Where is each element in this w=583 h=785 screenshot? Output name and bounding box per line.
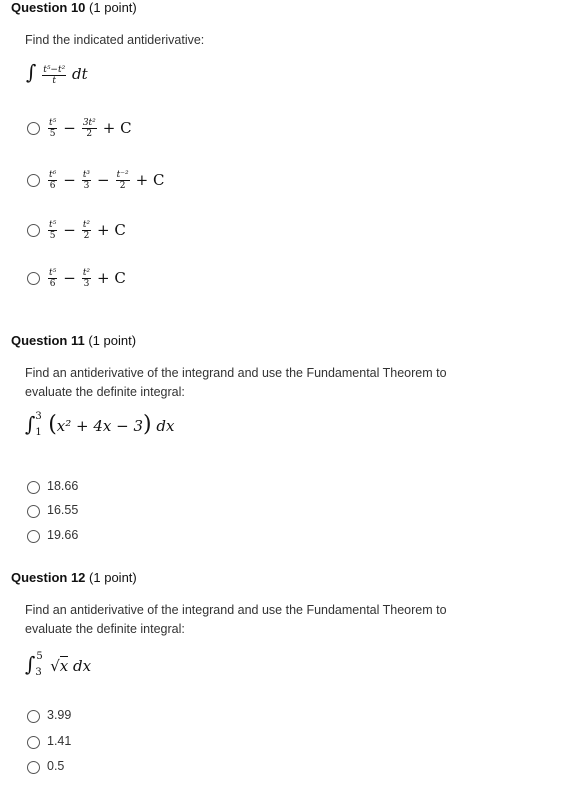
- q11-lower-limit: 1: [35, 427, 42, 438]
- q11-title: [11, 333, 136, 348]
- q11-option-2-radio[interactable]: [27, 505, 40, 518]
- q11-option-3-label[interactable]: 19.66: [47, 528, 79, 542]
- q10-option-1-radio[interactable]: [27, 122, 40, 135]
- q10-option-2-radio[interactable]: [27, 174, 40, 187]
- fraction: [48, 268, 57, 289]
- operator: −: [63, 170, 76, 189]
- q11-differential: dx: [156, 417, 175, 435]
- fraction: [82, 118, 97, 139]
- q10-prompt: Find the indicated antiderivative:: [25, 33, 205, 47]
- q10-option-4-radio[interactable]: [27, 272, 40, 285]
- q10-points: (1 point): [89, 0, 137, 15]
- operator: −: [63, 268, 76, 287]
- q10-integrand-num: t⁵−t²: [43, 64, 66, 75]
- q10-option-4-label[interactable]: [47, 268, 131, 289]
- q12-option-2-label[interactable]: 1.41: [47, 734, 72, 748]
- integral-sign: ∫: [25, 652, 36, 676]
- q12-option-3-radio[interactable]: [27, 761, 40, 774]
- q12-option-1-radio[interactable]: [27, 710, 40, 723]
- operator: + C: [97, 220, 126, 239]
- fraction-denominator: 3: [83, 181, 90, 191]
- operator: −: [63, 220, 76, 239]
- operator: + C: [135, 170, 165, 189]
- fraction: [82, 220, 91, 241]
- fraction-numerator: t⁵: [49, 118, 57, 128]
- q12-differential: dx: [73, 657, 92, 675]
- fraction-denominator: 6: [49, 279, 56, 289]
- q11-option-3-radio[interactable]: [27, 530, 40, 543]
- integral-sign: ∫: [25, 412, 36, 436]
- fraction-numerator: t⁻²: [116, 170, 129, 180]
- q11-integrand: x² + 4x − 3: [56, 417, 144, 435]
- fraction-denominator: 2: [83, 231, 90, 241]
- q11-integral: [25, 412, 174, 437]
- q11-option-2-label[interactable]: 16.55: [47, 503, 79, 517]
- q10-option-2-label[interactable]: [47, 170, 169, 191]
- sqrt-symbol: √: [50, 657, 60, 675]
- operator: + C: [102, 118, 132, 137]
- q10-option-1-label[interactable]: [47, 118, 137, 139]
- q12-option-1-label[interactable]: 3.99: [47, 708, 72, 722]
- q11-option-1-radio[interactable]: [27, 481, 40, 494]
- q12-upper-limit: 5: [36, 651, 43, 662]
- integral-sign: ∫: [26, 60, 37, 84]
- fraction-denominator: 2: [119, 181, 126, 191]
- q10-integrand-den: t: [52, 75, 57, 86]
- q10-number: Question 10: [11, 0, 86, 15]
- q11-upper-limit: 3: [35, 411, 42, 422]
- q12-number: Question 12: [11, 570, 86, 585]
- fraction-numerator: t²: [82, 268, 91, 278]
- fraction: [82, 268, 91, 289]
- q10-integral: [26, 60, 88, 86]
- q11-close-paren: ): [143, 412, 152, 437]
- q12-integral: [25, 652, 91, 677]
- fraction-numerator: t³: [82, 170, 91, 180]
- fraction-denominator: 2: [86, 129, 93, 139]
- q11-points: (1 point): [88, 333, 137, 348]
- fraction-numerator: t²: [82, 220, 91, 230]
- fraction-denominator: 5: [49, 231, 56, 241]
- q12-option-3-label[interactable]: 0.5: [47, 759, 65, 773]
- fraction: [48, 170, 57, 191]
- fraction: [116, 170, 130, 191]
- q12-lower-limit: 3: [35, 667, 42, 678]
- fraction-numerator: t⁵: [49, 220, 57, 230]
- q10-integrand-fraction: [42, 65, 66, 86]
- fraction-numerator: 3t²: [82, 118, 96, 128]
- q10-option-3-label[interactable]: [47, 220, 131, 241]
- q10-option-3-radio[interactable]: [27, 224, 40, 237]
- q12-prompt: Find an antiderivative of the integrand and use the Fundamental Theorem to evaluate the definite integral:: [25, 603, 447, 636]
- fraction-denominator: 3: [83, 279, 90, 289]
- q10-title: [11, 0, 137, 15]
- q11-option-1-label[interactable]: 18.66: [47, 479, 79, 493]
- q11-limits: [35, 411, 43, 438]
- q12-points: (1 point): [89, 570, 137, 585]
- q12-option-2-radio[interactable]: [27, 736, 40, 749]
- q11-number: Question 11: [11, 333, 85, 348]
- q12-radicand: x: [59, 657, 69, 675]
- q12-title: [11, 570, 137, 585]
- fraction-numerator: t⁵: [49, 268, 57, 278]
- fraction: [48, 220, 57, 241]
- fraction-numerator: t⁶: [49, 170, 57, 180]
- fraction: [82, 170, 91, 191]
- fraction-denominator: 5: [49, 129, 56, 139]
- q10-differential: dt: [71, 65, 88, 83]
- q12-limits: [35, 651, 45, 678]
- operator: −: [63, 118, 76, 137]
- operator: + C: [97, 268, 126, 287]
- fraction: [48, 118, 57, 139]
- fraction-denominator: 6: [49, 181, 56, 191]
- q11-open-paren: (: [48, 412, 57, 437]
- q11-prompt: Find an antiderivative of the integrand and use the Fundamental Theorem to evaluate the definite integral:: [25, 366, 447, 399]
- operator: −: [97, 170, 110, 189]
